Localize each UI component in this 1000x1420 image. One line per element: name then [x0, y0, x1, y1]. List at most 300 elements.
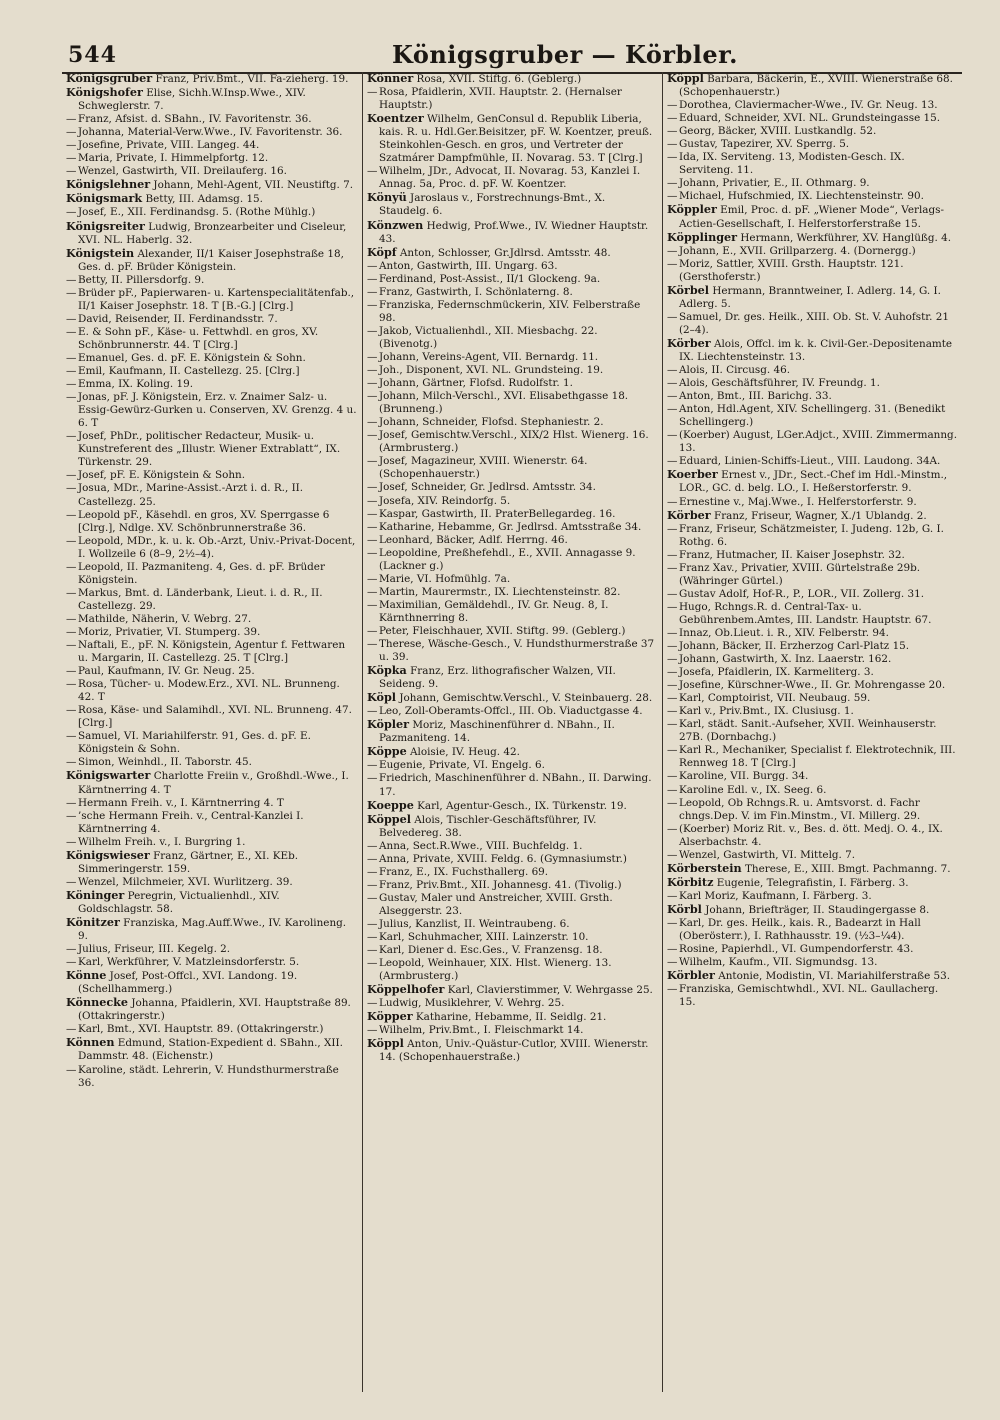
- directory-entry: [66, 220, 358, 247]
- entry-details: Josefa, XIV. Reindorfg. 5.: [379, 494, 511, 507]
- continuation-dash: —: [66, 126, 77, 139]
- continuation-dash: —: [667, 770, 678, 783]
- continuation-dash: —: [367, 494, 378, 507]
- continuation-dash: —: [367, 259, 378, 272]
- column-3: [662, 72, 962, 1392]
- entry-details: Wilhelm Freih. v., I. Burgring 1.: [78, 835, 246, 848]
- entry-details: Karl, Bmt., XVI. Hauptstr. 89. (Ottakringerstr.): [78, 1023, 324, 1036]
- entry-details: Martin, Maurermstr., IX. Liechtensteinstr. 82.: [379, 585, 621, 598]
- entry-details: Josefine, Kürschner-Wwe., II. Gr. Mohrengasse 20.: [679, 679, 946, 692]
- entry-details: Anna, Private, XVIII. Feldg. 6. (Gymnasiumstr.): [379, 852, 627, 865]
- directory-entry: [667, 523, 958, 549]
- directory-entry: [66, 613, 358, 626]
- continuation-dash: —: [367, 865, 378, 878]
- directory-entry: [66, 126, 358, 139]
- entry-details: Betty, II. Pillersdorfg. 9.: [78, 273, 205, 286]
- continuation-dash: —: [367, 86, 378, 99]
- continuation-dash: —: [667, 177, 678, 190]
- directory-entry: [367, 481, 658, 494]
- continuation-dash: —: [667, 822, 678, 835]
- entry-details: Karl, Clavierstimmer, V. Wehrgasse 25.: [447, 984, 653, 997]
- directory-columns: [62, 72, 972, 1392]
- directory-entry: [667, 403, 958, 429]
- entry-details: Karoline, VII. Burgg. 34.: [679, 770, 809, 783]
- entry-details: Moriz, Maschinenführer d. NBahn., II. Pazmaniteng. 14.: [379, 719, 615, 745]
- entry-details: Markus, Bmt. d. Länderbank, Lieut. i. d. R., II. Castellezg. 29.: [78, 586, 323, 612]
- entry-details: Leopold, Weinhauer, XIX. Hlst. Wienerg. 13. (Armbrusterg.): [379, 957, 612, 983]
- directory-entry: [667, 862, 958, 876]
- continuation-dash: —: [667, 112, 678, 125]
- continuation-dash: —: [66, 325, 77, 338]
- entry-details: Leo, Zoll-Oberamts-Offcl., III. Ob. Viaductgasse 4.: [379, 705, 643, 718]
- continuation-dash: —: [66, 835, 77, 848]
- continuation-dash: —: [667, 522, 678, 535]
- continuation-dash: —: [667, 310, 678, 323]
- entry-details: Samuel, Dr. ges. Heilk., XIII. Ob. St. V. Auhofstr. 21 (2–4).: [679, 310, 949, 336]
- entry-surname: Köppl: [367, 1036, 404, 1051]
- entry-details: Emanuel, Ges. d. pF. E. Königstein & Sohn.: [78, 351, 306, 364]
- continuation-dash: —: [367, 839, 378, 852]
- entry-surname: Königsreiter: [66, 218, 145, 233]
- entry-details: Franziska, Gemischtwhdl., XVI. NL. Gaullacherg. 15.: [679, 983, 939, 1009]
- entry-details: Karl, Comptoirist, VII. Neubaug. 59.: [679, 692, 871, 705]
- continuation-dash: —: [367, 390, 378, 403]
- entry-details: Karl Moriz, Kaufmann, I. Färberg. 3.: [679, 889, 872, 902]
- directory-entry: [667, 943, 958, 956]
- entry-surname: Köpl: [367, 690, 397, 705]
- entry-surname: Körbitz: [667, 874, 714, 889]
- directory-entry: [66, 996, 358, 1023]
- entry-details: Rosa, Pfaidlerin, XVII. Hauptstr. 2. (Hernalser Hauptstr.): [379, 86, 622, 112]
- directory-entry: [367, 813, 658, 840]
- entry-details: Marie, VI. Hofmühlg. 7a.: [379, 572, 511, 585]
- entry-surname: Körbler: [667, 968, 715, 983]
- continuation-dash: —: [66, 943, 77, 956]
- entry-details: Karl v., Priv.Bmt., IX. Clusiusg. 1.: [679, 705, 854, 718]
- entry-details: Franz, Hutmacher, II. Kaiser Josephstr. 32.: [679, 548, 905, 561]
- directory-entry: [66, 587, 358, 613]
- entry-details: Josua, MDr., Marine-Assist.-Arzt i. d. R., II. Castellezg. 25.: [78, 482, 304, 508]
- entry-details: Franz, Afsist. d. SBahn., IV. Favoritenstr. 36.: [78, 113, 312, 126]
- entry-surname: Köpplinger: [667, 229, 738, 244]
- directory-entry: [367, 72, 658, 86]
- directory-entry: [367, 112, 658, 165]
- continuation-dash: —: [66, 586, 77, 599]
- directory-entry: [66, 86, 358, 113]
- entry-details: Johanna, Pfaidlerin, XVI. Hauptstraße 89. (Ottakringerstr.): [78, 997, 351, 1023]
- continuation-dash: —: [667, 495, 678, 508]
- continuation-dash: —: [367, 772, 378, 785]
- directory-entry: [667, 245, 958, 258]
- page-header: [62, 28, 962, 70]
- entry-surname: Köppler: [667, 202, 717, 217]
- directory-entry: [667, 601, 958, 627]
- directory-entry: [367, 799, 658, 813]
- directory-entry: [367, 664, 658, 691]
- entry-details: Moriz, Privatier, VI. Stumperg. 39.: [78, 625, 261, 638]
- continuation-dash: —: [367, 878, 378, 891]
- continuation-dash: —: [66, 378, 77, 391]
- entry-details: Josef, Post-Offcl., XVI. Landong. 19. (Schellhammerg.): [78, 970, 298, 996]
- directory-entry: [667, 969, 958, 983]
- directory-entry: [66, 139, 358, 152]
- directory-entry: [667, 705, 958, 718]
- directory-entry: [367, 705, 658, 718]
- entry-details: Anton, Univ.-Quästur-Cutlor, XVIII. Wienerstr. 14. (Schopenhauerstraße.): [379, 1038, 649, 1064]
- directory-entry: [367, 351, 658, 364]
- directory-entry: [367, 390, 658, 416]
- continuation-dash: —: [367, 931, 378, 944]
- continuation-dash: —: [367, 944, 378, 957]
- entry-details: Anton, Bmt., III. Barichg. 33.: [679, 390, 832, 403]
- directory-entry: [66, 192, 358, 206]
- entry-details: Ludwig, Musiklehrer, V. Wehrg. 25.: [379, 997, 565, 1010]
- continuation-dash: —: [667, 190, 678, 203]
- entry-details: Karl, Agentur-Gesch., IX. Türkenstr. 19.: [417, 799, 627, 812]
- continuation-dash: —: [367, 272, 378, 285]
- directory-entry: [367, 219, 658, 246]
- entry-details: Franz, Priv.Bmt., VII. Fa-zieherg. 19.: [155, 73, 349, 85]
- continuation-dash: —: [367, 624, 378, 637]
- directory-entry: [66, 391, 358, 430]
- entry-surname: Körber: [667, 335, 711, 350]
- entry-surname: Könner: [367, 72, 414, 85]
- continuation-dash: —: [367, 759, 378, 772]
- continuation-dash: —: [66, 113, 77, 126]
- directory-entry: [367, 586, 658, 599]
- continuation-dash: —: [66, 152, 77, 165]
- continuation-dash: —: [667, 429, 678, 442]
- entry-details: Franz, E., IX. Fuchsthallerg. 69.: [379, 865, 549, 878]
- directory-entry: [667, 72, 958, 99]
- continuation-dash: —: [66, 730, 77, 743]
- continuation-dash: —: [367, 429, 378, 442]
- continuation-dash: —: [367, 918, 378, 930]
- continuation-dash: —: [66, 1023, 77, 1036]
- entry-surname: Köninger: [66, 887, 125, 902]
- continuation-dash: —: [367, 546, 378, 559]
- directory-entry: [667, 468, 958, 495]
- entry-details: Brüder pF., Papierwaren- u. Kartenspecialitätenfab., II/1 Kaiser Josephstr. 18. T [B.-G.] [Clrg.]: [78, 286, 355, 312]
- continuation-dash: —: [367, 377, 378, 390]
- continuation-dash: —: [667, 943, 678, 956]
- entry-details: Peter, Fleischhauer, XVII. Stiftg. 99. (Geblerg.): [379, 624, 626, 637]
- entry-details: Eugenie, Private, VI. Engelg. 6.: [379, 759, 545, 772]
- directory-entry: [667, 744, 958, 770]
- directory-entry: [66, 469, 358, 482]
- continuation-dash: —: [66, 351, 77, 364]
- entry-details: Wilhelm, GenConsul d. Republik Liberia, kais. R. u. Hdl.Ger.Beisitzer, pF. W. Koentzer, preuß. Steinkohlen-Gesch. en gros, und Vertreter der Szatmárer Dampfmühle, II. Novarag. 53. T [Clrg.]: [379, 113, 653, 165]
- entry-details: Georg, Bäcker, XVIII. Lustkandlg. 52.: [679, 125, 877, 138]
- entry-details: Emil, Kaufmann, II. Castellezg. 25. [Clrg.]: [78, 365, 300, 378]
- entry-surname: Koeppe: [367, 797, 414, 812]
- entry-details: Alois, Geschäftsführer, IV. Freundg. 1.: [679, 377, 880, 390]
- continuation-dash: —: [66, 639, 77, 652]
- continuation-dash: —: [367, 585, 378, 598]
- directory-entry: [667, 562, 958, 588]
- entry-details: David, Reisender, II. Ferdinandsstr. 7.: [78, 312, 278, 325]
- continuation-dash: —: [667, 587, 678, 600]
- directory-entry: [367, 957, 658, 983]
- directory-entry: [66, 704, 358, 730]
- entry-surname: Königswieser: [66, 847, 150, 862]
- directory-entry: [367, 508, 658, 521]
- directory-entry: [367, 246, 658, 260]
- entry-details: Karoline Edl. v., IX. Seeg. 6.: [679, 783, 827, 796]
- entry-details: E. & Sohn pF., Käse- u. Fettwhdl. en gros, XV. Schönbrunnerstr. 44. T [Clrg.]: [78, 325, 319, 351]
- entry-details: Franz, Gärtner, E., XI. KEb. Simmeringerstr. 159.: [78, 849, 299, 875]
- continuation-dash: —: [66, 756, 77, 769]
- continuation-dash: —: [367, 705, 378, 718]
- directory-entry: [66, 287, 358, 313]
- entry-details: Josef, Magazineur, XVIII. Wienerstr. 64. (Schopenhauerstr.): [379, 455, 588, 481]
- continuation-dash: —: [367, 638, 378, 651]
- directory-entry: [667, 231, 958, 245]
- directory-entry: [667, 692, 958, 705]
- entry-details: Michael, Hufschmied, IX. Liechtensteinstr. 90.: [679, 190, 924, 203]
- entry-details: Gustav Adolf, Hof-R., P., LOR., VII. Zollerg. 31.: [679, 587, 924, 600]
- entry-details: Karl, Diener d. Esc.Ges., V. Franzensg. 18.: [379, 944, 603, 957]
- entry-details: Elise, Sichh.W.Insp.Wwe., XIV. Schweglerstr. 7.: [78, 87, 306, 113]
- entry-details: Joh., Disponent, XVI. NL. Grundsteing. 19.: [379, 364, 604, 377]
- entry-surname: Köpf: [367, 244, 397, 259]
- entry-surname: Könzwen: [367, 217, 424, 232]
- entry-details: Wilhelm, Kaufm., VII. Sigmundsg. 13.: [679, 956, 878, 969]
- entry-details: Johann, Vereins-Agent, VII. Bernardg. 11.: [379, 350, 599, 363]
- directory-entry: [367, 364, 658, 377]
- directory-entry: [367, 416, 658, 429]
- entry-details: Rosa, XVII. Stiftg. 6. (Geblerg.): [416, 73, 582, 85]
- entry-details: Jaroslaus v., Forstrechnungs-Bmt., X. Staudelg. 6.: [379, 192, 606, 218]
- entry-surname: Könne: [66, 968, 107, 983]
- continuation-dash: —: [367, 455, 378, 468]
- entry-details: Leopoldine, Preßhefehdl., E., XVII. Annagasse 9. (Lackner g.): [379, 546, 636, 572]
- continuation-dash: —: [367, 891, 378, 904]
- entry-details: Franz, Gastwirth, I. Schönlaterng. 8.: [379, 285, 573, 298]
- entry-details: Therese, Wäsche-Gesch., V. Hundsthurmerstraße 37 u. 39.: [379, 638, 655, 664]
- entry-details: Jakob, Victualienhdl., XII. Miesbachg. 22. (Bivenotg.): [379, 324, 598, 350]
- continuation-dash: —: [667, 783, 678, 796]
- entry-details: Dorothea, Claviermacher-Wwe., IV. Gr. Neug. 13.: [679, 99, 938, 112]
- directory-entry: [367, 892, 658, 918]
- entry-details: (Koerber) August, LGer.Adjct., XVIII. Zimmermanng. 13.: [679, 429, 958, 455]
- directory-entry: [367, 944, 658, 957]
- entry-details: Anton, Gastwirth, III. Ungarg. 63.: [379, 259, 558, 272]
- directory-entry: [367, 165, 658, 191]
- directory-entry: [667, 138, 958, 151]
- entry-details: Alois, Offcl. im k. k. Civil-Ger.-Depositenamte IX. Liechtensteinstr. 13.: [679, 337, 953, 363]
- directory-entry: [367, 521, 658, 534]
- continuation-dash: —: [66, 312, 77, 325]
- continuation-dash: —: [66, 430, 77, 443]
- directory-entry: [367, 918, 658, 931]
- continuation-dash: —: [667, 244, 678, 257]
- entry-details: Julius, Friseur, III. Kegelg. 2.: [78, 943, 231, 956]
- continuation-dash: —: [66, 365, 77, 378]
- continuation-dash: —: [66, 612, 77, 625]
- entry-details: Rosine, Papierhdl., VI. Gumpendorferstr. 43.: [679, 943, 914, 956]
- entry-details: Johann, Gemischtw.Verschl., V. Steinbauerg. 28.: [399, 692, 653, 705]
- entry-details: Franziska, Federnschmückerin, XIV. Felberstraße 98.: [379, 298, 641, 324]
- directory-entry: [367, 759, 658, 772]
- continuation-dash: —: [667, 600, 678, 613]
- continuation-dash: —: [66, 534, 77, 547]
- continuation-dash: —: [66, 165, 77, 178]
- entry-details: Peregrin, Victualienhdl., XIV. Goldschlagstr. 58.: [78, 889, 280, 915]
- entry-details: Ernestine v., Maj.Wwe., I. Helferstorferstr. 9.: [679, 495, 917, 508]
- entry-details: Therese, E., XIII. Bmgt. Pachmanng. 7.: [744, 862, 951, 875]
- entry-details: Franz, Friseur, Wagner, X./1 Ublandg. 2.: [713, 509, 927, 522]
- directory-entry: [667, 588, 958, 601]
- entry-details: Josefa, Pfaidlerin, IX. Karmeliterg. 3.: [679, 666, 874, 679]
- entry-details: (Koerber) Moriz Rit. v., Bes. d. ött. Medj. O. 4., IX. Alserbachstr. 4.: [679, 822, 943, 848]
- entry-details: Josef, Schneider, Gr. Jedlrsd. Amtsstr. 34.: [379, 481, 596, 494]
- entry-details: Jonas, pF. J. Königstein, Erz. v. Znaimer Salz- u. Essig-Gewürz-Gurken u. Conserven, XV. Grenzg. 4 u. 6. T: [78, 391, 357, 430]
- directory-entry: [66, 352, 358, 365]
- directory-entry: [66, 969, 358, 996]
- directory-entry: [667, 549, 958, 562]
- continuation-dash: —: [66, 875, 77, 888]
- directory-entry: [667, 337, 958, 364]
- continuation-dash: —: [667, 692, 678, 705]
- entry-surname: Königsmark: [66, 191, 143, 206]
- directory-entry: [367, 455, 658, 481]
- entry-details: Wilhelm, Priv.Bmt., I. Fleischmarkt 14.: [379, 1024, 584, 1037]
- directory-entry: [667, 125, 958, 138]
- entry-details: ’sche Hermann Freih. v., Central-Kanzlei I. Kärntnerring 4.: [78, 809, 304, 835]
- directory-entry: [66, 378, 358, 391]
- directory-entry: [367, 325, 658, 351]
- entry-surname: Köpler: [367, 717, 410, 732]
- continuation-dash: —: [66, 678, 77, 691]
- directory-entry: [367, 573, 658, 586]
- continuation-dash: —: [667, 626, 678, 639]
- entry-surname: Körberstein: [667, 860, 742, 875]
- directory-entry: [667, 797, 958, 823]
- entry-details: Hugo, Rchngs.R. d. Central-Tax- u. Gebührenbem.Amtes, III. Landstr. Hauptstr. 67.: [679, 600, 932, 626]
- directory-entry: [667, 258, 958, 284]
- directory-entry: [66, 482, 358, 508]
- entry-surname: Können: [66, 1035, 115, 1050]
- continuation-dash: —: [66, 391, 77, 404]
- directory-entry: [66, 849, 358, 876]
- continuation-dash: —: [367, 416, 378, 429]
- entry-surname: Köppelhofer: [367, 982, 445, 997]
- entry-details: Karl, städt. Sanit.-Aufseher, XVII. Weinhauserstr. 27B. (Dornbachg.): [679, 718, 937, 744]
- directory-entry: [667, 284, 958, 311]
- continuation-dash: —: [667, 679, 678, 692]
- directory-entry: [66, 178, 358, 192]
- directory-entry: [66, 274, 358, 287]
- entry-details: Maria, Private, I. Himmelpfortg. 12.: [78, 152, 269, 165]
- entry-surname: Könitzer: [66, 915, 120, 929]
- directory-entry: [667, 666, 958, 679]
- entry-surname: Koentzer: [367, 111, 424, 126]
- directory-entry: [667, 679, 958, 692]
- continuation-dash: —: [367, 165, 378, 178]
- directory-entry: [66, 247, 358, 274]
- directory-entry: [367, 286, 658, 299]
- continuation-dash: —: [367, 520, 378, 533]
- directory-entry: [367, 599, 658, 625]
- directory-entry: [367, 547, 658, 573]
- directory-entry: [667, 151, 958, 177]
- directory-entry: [66, 561, 358, 587]
- entry-details: Josef, pF. E. Königstein & Sohn.: [78, 469, 246, 482]
- entry-details: Eduard, Linien-Schiffs-Lieut., VIII. Laudong. 34A.: [679, 455, 941, 468]
- entry-details: Ferdinand, Post-Assist., II/1 Glockeng. 9a.: [379, 272, 601, 285]
- directory-entry: [66, 1064, 358, 1090]
- directory-entry: [667, 390, 958, 403]
- entry-details: Leopold, MDr., k. u. k. Ob.-Arzt, Univ.-Privat-Docent, I. Wollzeile 6 (8–9, 2½–4).: [78, 534, 356, 560]
- entry-details: Eduard, Schneider, XVI. NL. Grundsteingasse 15.: [679, 112, 941, 125]
- directory-entry: [667, 377, 958, 390]
- directory-entry: [367, 745, 658, 759]
- continuation-dash: —: [667, 257, 678, 270]
- directory-entry: [66, 956, 358, 969]
- entry-details: Anton, Schlosser, Gr.Jdlrsd. Amtsstr. 48.: [399, 246, 611, 259]
- entry-surname: Körbl: [667, 901, 702, 916]
- continuation-dash: —: [367, 852, 378, 865]
- directory-entry: [367, 273, 658, 286]
- continuation-dash: —: [367, 298, 378, 311]
- continuation-dash: —: [66, 809, 77, 822]
- directory-entry: [367, 1010, 658, 1024]
- entry-details: Johann, Schneider, Flofsd. Stephaniestr. 2.: [379, 416, 604, 429]
- directory-entry: [367, 1024, 658, 1037]
- directory-entry: [667, 364, 958, 377]
- entry-surname: Köppel: [367, 811, 411, 826]
- continuation-dash: —: [667, 364, 678, 377]
- continuation-dash: —: [367, 481, 378, 494]
- continuation-dash: —: [367, 572, 378, 585]
- directory-entry: [66, 769, 358, 796]
- entry-surname: Köppl: [667, 72, 704, 85]
- entry-details: Johann, Mehl-Agent, VII. Neustiftg. 7.: [153, 179, 354, 192]
- continuation-dash: —: [66, 1063, 77, 1076]
- entry-details: Hermann, Werkführer, XV. Hanglüßg. 4.: [740, 231, 952, 244]
- continuation-dash: —: [367, 285, 378, 298]
- entry-details: Karl R., Mechaniker, Specialist f. Elektrotechnik, III. Rennweg 18. T [Clrg.]: [679, 744, 956, 770]
- entry-details: Josef, E., XII. Ferdinandsg. 5. (Rothe Mühlg.): [78, 206, 316, 219]
- entry-details: Antonie, Modistin, VI. Mariahilferstraße 53.: [718, 970, 951, 983]
- entry-details: Hermann Freih. v., I. Kärntnerring 4. T: [78, 796, 284, 809]
- entry-details: Aloisie, IV. Heug. 42.: [410, 746, 520, 759]
- directory-entry: [367, 879, 658, 892]
- continuation-dash: —: [667, 705, 678, 718]
- continuation-dash: —: [667, 125, 678, 138]
- directory-entry: [667, 983, 958, 1009]
- entry-surname: Körber: [667, 507, 711, 522]
- directory-entry: [667, 509, 958, 523]
- continuation-dash: —: [667, 889, 678, 902]
- directory-entry: [66, 72, 358, 86]
- continuation-dash: —: [667, 377, 678, 390]
- directory-entry: [367, 1037, 658, 1064]
- directory-entry: [367, 495, 658, 508]
- directory-entry: [66, 1036, 358, 1063]
- continuation-dash: —: [66, 206, 77, 219]
- directory-entry: [66, 509, 358, 535]
- entry-details: Anton, Hdl.Agent, XIV. Schellingerg. 31. (Benedikt Schellingerg.): [679, 403, 946, 429]
- entry-surname: Königslehner: [66, 177, 151, 192]
- entry-details: Moriz, Sattler, XVIII. Grsth. Hauptstr. 121. (Gersthoferstr.): [679, 257, 904, 283]
- entry-details: Johann, Briefträger, II. Staudingergasse 8.: [705, 903, 930, 916]
- directory-entry: [66, 916, 358, 943]
- directory-entry: [667, 112, 958, 125]
- continuation-dash: —: [66, 469, 77, 482]
- continuation-dash: —: [667, 151, 678, 164]
